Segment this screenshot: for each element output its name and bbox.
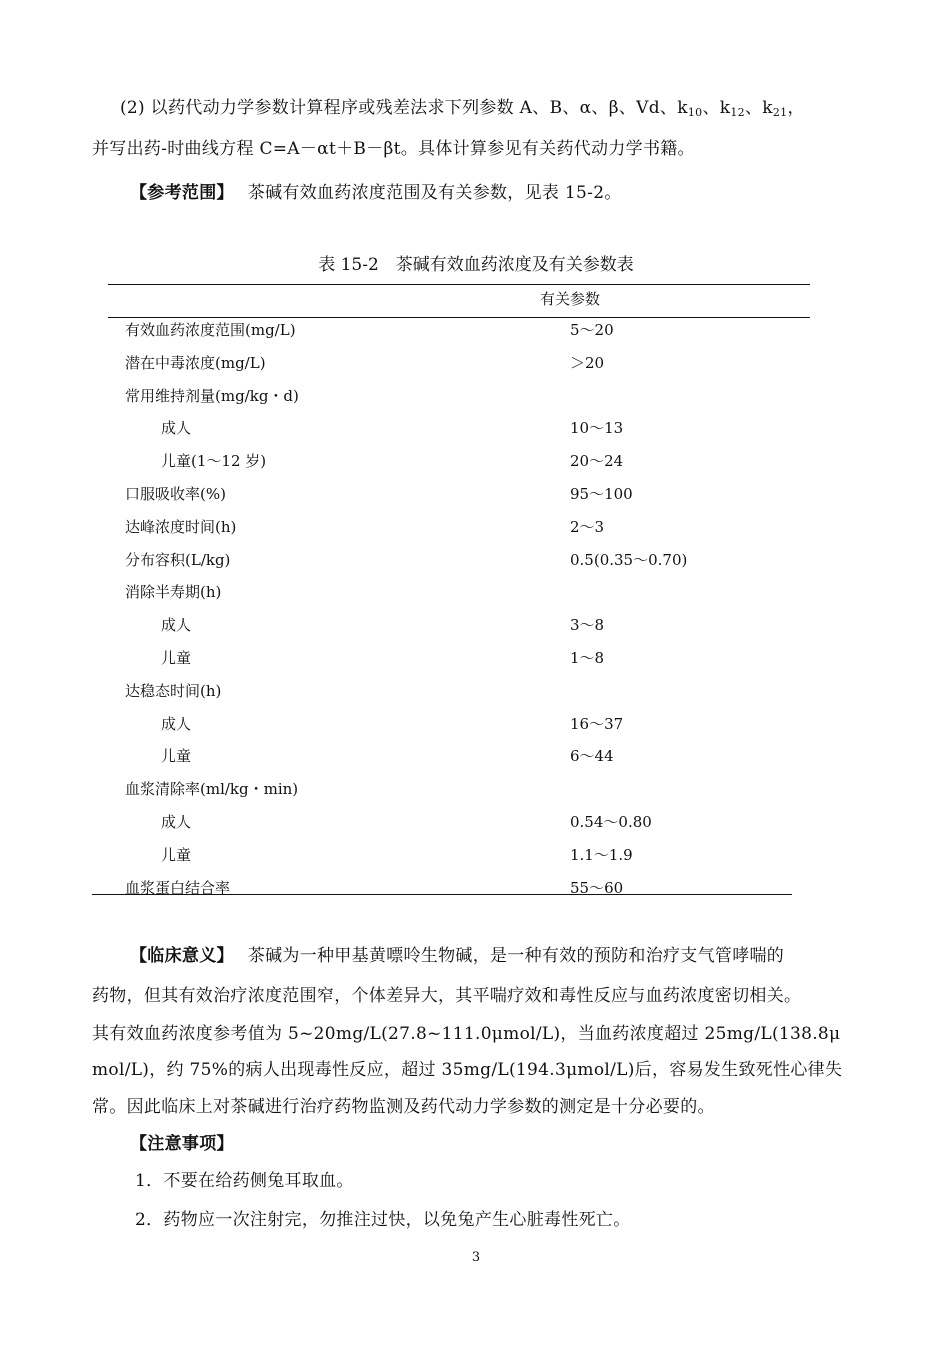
intro-line-2: 并写出药-时曲线方程 C=A－αt＋B－βt。具体计算参见有关药代动力学书籍。 (92, 139, 695, 159)
table-caption: 表 15-2 茶碱有效血药浓度及有关参数表 (318, 255, 634, 275)
parameter-label: 成人 (161, 813, 192, 831)
parameter-label: 儿童 (161, 845, 192, 864)
parameter-label: 血浆蛋白结合率 (125, 878, 231, 897)
parameter-label: 口服吸收率(%) (125, 485, 226, 503)
k10-subscript: 10 (687, 106, 703, 119)
table-row (125, 680, 725, 704)
parameter-label: 潜在中毒浓度(mg/L) (125, 353, 266, 372)
parameter-label: 达峰浓度时间(h) (125, 517, 237, 536)
parameter-value: 95～100 (570, 485, 633, 503)
parameter-label: 常用维持剂量(mg/kg・d) (125, 386, 299, 405)
parameter-label: 分布容积(L/kg) (125, 550, 231, 569)
table-row (125, 581, 725, 605)
parameter-value: 1.1～1.9 (570, 845, 633, 864)
table-row (125, 450, 725, 474)
clinical-text: 茶碱为一种甲基黄嘌呤生物碱，是一种有效的预防和治疗支气管哮喘的 (247, 946, 785, 966)
table-row (125, 877, 725, 901)
intro-text: (2) 以药代动力学参数计算程序或残差法求下列参数 A、B、α、β、Vd、k (120, 98, 688, 118)
parameter-label: 儿童(1～12 岁) (161, 452, 267, 471)
parameter-label: 儿童 (161, 747, 192, 766)
table-header-parameters: 有关参数 (540, 290, 601, 308)
clinical-heading: 【临床意义】 (130, 946, 234, 966)
parameter-value: 0.54～0.80 (570, 813, 652, 831)
parameter-value: 20～24 (570, 452, 624, 471)
notes-item-2: 2．药物应一次注射完，勿推注过快，以免兔产生心脏毒性死亡。 (135, 1210, 631, 1230)
parameter-value: 10～13 (570, 419, 624, 438)
parameter-value: 2～3 (570, 517, 605, 536)
k21-subscript: 21 (772, 106, 788, 119)
clinical-line-1 (130, 941, 784, 966)
table-row (125, 516, 725, 540)
table-row (125, 745, 725, 769)
reference-heading: 【参考范围】 (130, 183, 234, 203)
table-row (125, 811, 725, 835)
table-row (125, 844, 725, 868)
parameter-label: 成人 (161, 714, 192, 733)
parameter-label: 消除半寿期(h) (125, 583, 222, 602)
table-row (125, 417, 725, 441)
parameter-value: 16～37 (570, 714, 624, 733)
table-header-rule (108, 317, 810, 318)
parameter-label: 成人 (161, 616, 192, 635)
intro-line-1 (120, 93, 805, 119)
table-row (125, 713, 725, 737)
table-row (125, 549, 725, 573)
page-number: 3 (471, 1250, 481, 1265)
parameter-value: 0.5(0.35～0.70) (570, 550, 688, 569)
reference-text: 茶碱有效血药浓度范围及有关参数，见表 15-2。 (247, 183, 622, 203)
reference-paragraph (130, 178, 622, 203)
table-row (125, 647, 725, 671)
table-row (125, 352, 725, 376)
table-row (125, 385, 725, 409)
table-row (125, 483, 725, 507)
parameter-value: ＞20 (570, 353, 605, 372)
clinical-line-4: mol/L)，约 75%的病人出现毒性反应，超过 35mg/L(194.3μmol/L)后，容易发生致死性心律失 (92, 1060, 843, 1080)
parameter-label: 有效血药浓度范围(mg/L) (125, 321, 296, 339)
parameter-value: 55～60 (570, 878, 624, 897)
parameter-label: 达稳态时间(h) (125, 681, 222, 700)
intro-punct: ， (787, 98, 805, 118)
parameter-label: 成人 (161, 419, 192, 438)
intro-separator: 、k (702, 98, 731, 118)
notes-item-1: 1．不要在给药侧兔耳取血。 (135, 1171, 354, 1191)
table-row (125, 319, 725, 343)
table-bottom-rule (92, 894, 792, 895)
table-top-rule (108, 284, 810, 285)
parameter-value: 1～8 (570, 649, 605, 667)
clinical-line-3: 其有效血药浓度参考值为 5~20mg/L(27.8~111.0μmol/L)，当血药浓度超过 25mg/L(138.8μ (92, 1024, 841, 1044)
notes-heading: 【注意事项】 (130, 1134, 234, 1154)
intro-separator: 、k (744, 98, 773, 118)
clinical-line-5: 常。因此临床上对茶碱进行治疗药物监测及药代动力学参数的测定是十分必要的。 (92, 1097, 715, 1117)
table-row (125, 778, 725, 802)
parameter-value: 3～8 (570, 616, 605, 635)
clinical-line-2: 药物，但其有效治疗浓度范围窄，个体差异大，其平喘疗效和毒性反应与血药浓度密切相关。 (92, 986, 802, 1006)
parameter-value: 6～44 (570, 747, 614, 766)
parameter-value: 5～20 (570, 321, 614, 339)
table-row (125, 614, 725, 638)
k12-subscript: 12 (730, 106, 745, 119)
parameter-label: 儿童 (161, 649, 192, 667)
parameter-label: 血浆清除率(ml/kg・min) (125, 780, 299, 799)
